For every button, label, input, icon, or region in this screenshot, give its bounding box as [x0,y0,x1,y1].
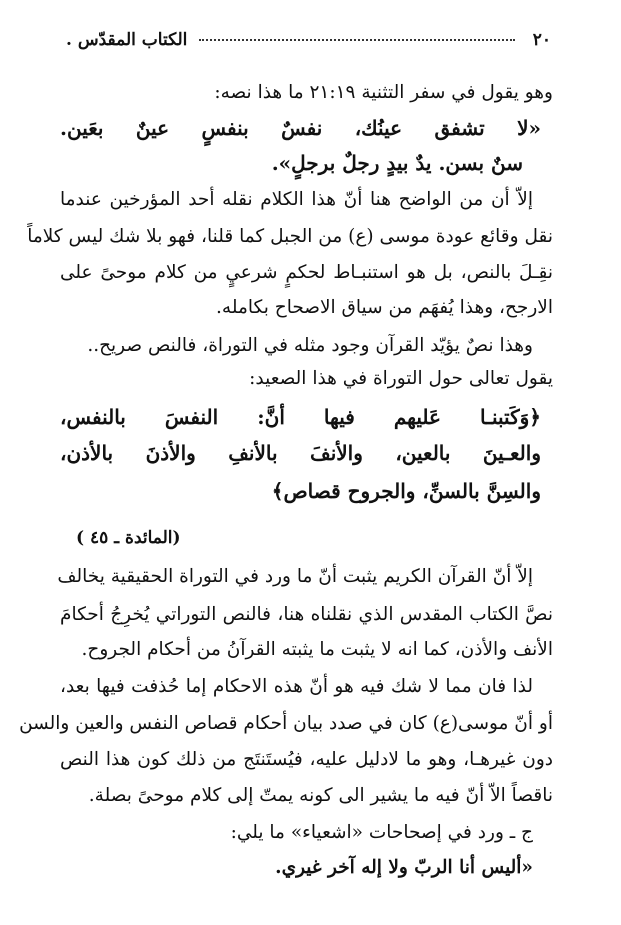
text-line: أو أنّ موسى(ع) كان في صدد بيان أحكام قصاص النفس والعين والسن [19,713,553,734]
page-number: ٢٠ [532,30,551,50]
verse-line: «لا تشفق عينُك، نفسٌ بنفسٍ عينٌ بعَين. [60,116,541,140]
quran-verse-line: ﴿وَكَتبنـا عَليهم فيها أنَّ: النفسَ بالنفس، [60,405,541,429]
text-line: نقِـلَ بالنص، بل هو استنبـاط لحكمٍ شرعيٍ من كلام موحىً على [60,262,553,283]
text-line: وهذا نصٌ يؤيّد القرآن وجود مثله في التوراة، فالنص صريح.. [87,335,533,356]
text-line: يقول تعالى حول التوراة في هذا الصعيد: [249,368,553,389]
text-line: دون غيرهـا، وهو ما لادليل عليه، فيُستَنتَج من ذلك كون هذا النص [60,749,553,770]
running-title: الكتاب المقدّس . [66,30,188,50]
text-line: إلاّ أنّ القرآن الكريم يثبت أنّ ما ورد في التوراة الحقيقية يخالف [57,566,533,587]
verse-line: سنٌ بسن. يدٌ بيدٍ رجلٌ برجلٍ». [271,151,523,175]
verse-reference: (المائدة ـ ٤٥ ) [76,528,181,548]
text-line: لذا فان مما لا شك فيه هو أنّ هذه الاحكام إما حُذفت فيها بعد، [60,676,533,697]
text-line: ناقصاً الاّ أنّ فيه ما يشير الى كونه يمتّ إلى كلام موحىً بصلة. [88,785,553,806]
text-line: الارجح، وهذا يُفهَم من سياق الاصحاح بكامله. [216,297,553,318]
page-header [66,30,551,50]
text-line: ج ـ ورد في إصحاحات «اشعياء» ما يلي: [230,822,533,843]
text-line: نقل وقائع عودة موسى (ع) من الجبل كما قلنا، فهو بلا شك ليس كلاماً [27,226,553,247]
quote-line: «أليس أنا الربّ ولا إله آخر غيري. [275,857,533,878]
header-dot-leader [199,38,514,41]
text-line: وهو يقول في سفر التثنية ٢١:١٩ ما هذا نصه: [214,82,553,103]
text-line: إلاّ أن من الواضح هنا أنّ هذا الكلام نقله أحد المؤرخين عندما [60,189,533,210]
quran-verse-line: والعـينَ بالعين، والأنفَ بالأنفِ والأذنَ بالأذن، [60,441,541,465]
text-line: نصَّ الكتاب المقدس الذي نقلناه هنا، فالنص التوراتي يُخرِجُ أحكامَ [60,604,553,625]
text-line: الأنف والأذن، كما انه لا يثبت ما يثبته القرآنُ من أحكام الجروح. [81,639,553,660]
quran-verse-line: والسِنَّ بالسنِّ، والجروح قصاص﴾ [271,479,541,503]
